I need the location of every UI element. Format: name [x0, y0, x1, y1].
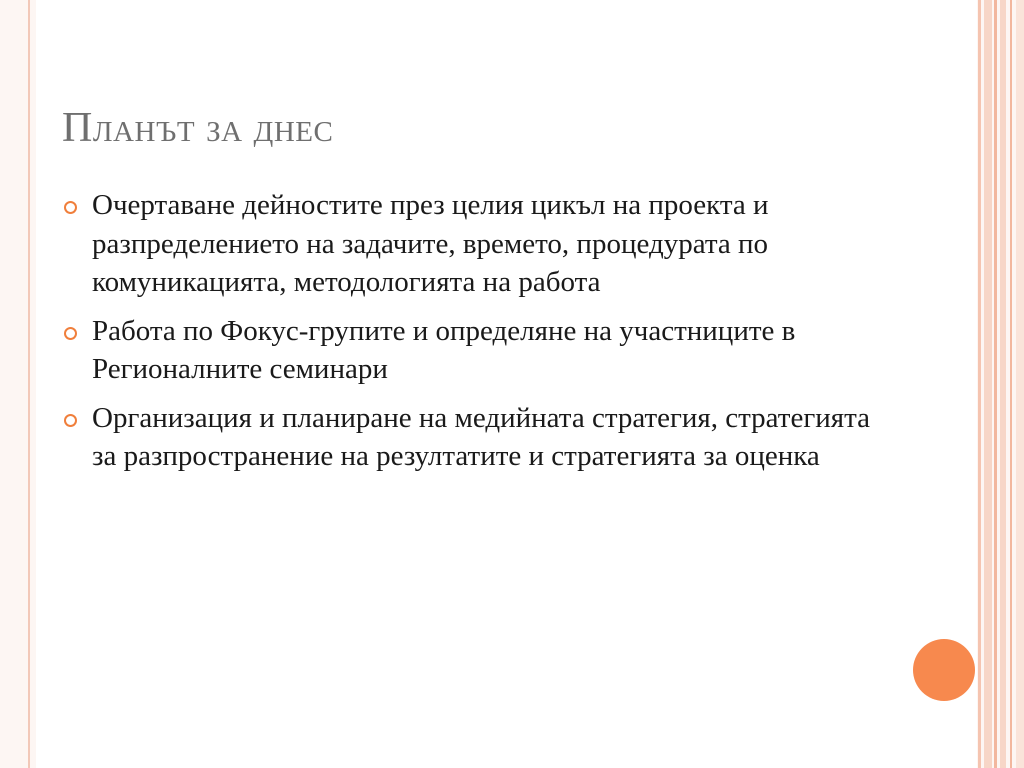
bullet-item: [62, 399, 882, 476]
slide-title: Планът за днес: [62, 105, 334, 151]
bullet-item: [62, 186, 882, 302]
bullet-circle-icon: [64, 201, 77, 214]
bullet-text: Организация и планиране на медийната стратегия, стратегията за разпространение на резултатите и стратегията за оценка: [92, 401, 870, 472]
bullet-item: [62, 312, 882, 389]
decorative-stripe: [1010, 0, 1012, 768]
bullet-text: Очертаване дейностите през целия цикъл на проекта и разпределението на задачите, времето, процедурата по комуникацията, методологията на работа: [92, 189, 769, 298]
decorative-stripe: [978, 0, 981, 768]
bullet-circle-icon: [64, 414, 77, 427]
decorative-stripe: [994, 0, 997, 768]
bullet-text: Работа по Фокус-групите и определяне на участниците в Регионалните семинари: [92, 314, 796, 385]
bullet-list: [62, 186, 882, 486]
decorative-stripe: [1000, 0, 1006, 768]
decorative-circle-icon: [913, 639, 975, 701]
decorative-stripe: [1016, 0, 1024, 768]
bullet-circle-icon: [64, 327, 77, 340]
decorative-stripe: [984, 0, 992, 768]
frame-border-line: [28, 0, 30, 768]
